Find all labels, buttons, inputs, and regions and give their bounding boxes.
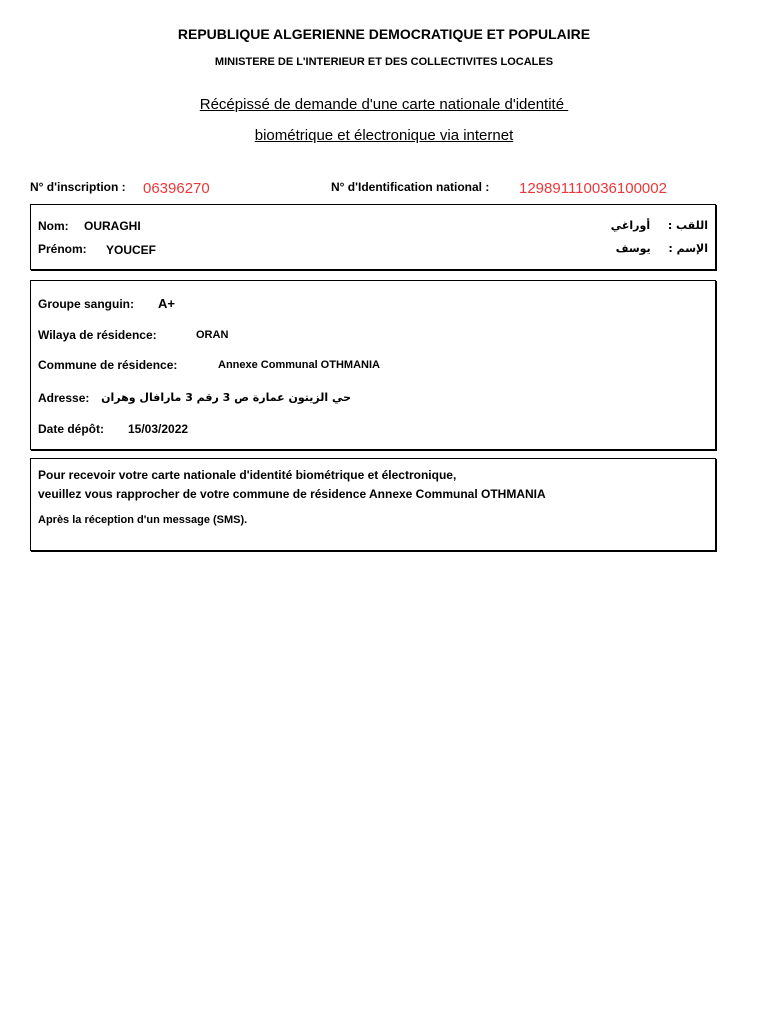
notice-box [30, 458, 716, 551]
prenom-value: YOUCEF [106, 243, 157, 257]
inscription-label: N° d'inscription : [30, 180, 126, 194]
notice-line1: Pour recevoir votre carte nationale d'identité biométrique et électronique, [38, 468, 457, 482]
nom-label: Nom: [38, 219, 69, 233]
notice-line2: veuillez vous rapprocher de votre commune de résidence Annexe Communal OTHMANIA [38, 487, 546, 501]
national-id-number: 129891110036100002 [519, 180, 667, 197]
commune-value: Annexe Communal OTHMANIA [218, 359, 380, 371]
prenom-arabic-line [616, 242, 708, 255]
notice-line3: Après la réception d'un message (SMS). [38, 514, 248, 526]
address-value: حي الزيتون عمارة ص 3 رقم 3 مارافال وهران [101, 391, 351, 404]
nom-arabic-value: أوراغي [610, 219, 651, 232]
address-label: Adresse: [38, 391, 90, 405]
prenom-label: Prénom: [38, 242, 87, 256]
ministry-heading: MINISTERE DE L'INTERIEUR ET DES COLLECTIVITES LOCALES [214, 56, 554, 68]
date-value: 15/03/2022 [128, 422, 189, 436]
commune-label: Commune de résidence: [38, 358, 178, 372]
nom-arabic-label: اللقب : [667, 219, 708, 232]
wilaya-value: ORAN [196, 329, 229, 341]
document-title-line1: Récépissé de demande d'une carte nationale d'identité [199, 96, 569, 113]
identity-box [30, 204, 716, 270]
prenom-arabic-label: الإسم : [668, 242, 708, 255]
wilaya-label: Wilaya de résidence: [38, 328, 157, 342]
inscription-number: 06396270 [143, 180, 210, 197]
republic-heading: REPUBLIQUE ALGERIENNE DEMOCRATIQUE ET POPULAIRE [177, 26, 591, 42]
document-title-line2: biométrique et électronique via internet [254, 127, 514, 144]
date-label: Date dépôt: [38, 422, 104, 436]
details-box [30, 280, 716, 450]
nom-arabic-line [611, 219, 708, 232]
national-id-label: N° d'Identification national : [331, 180, 490, 194]
blood-group-label: Groupe sanguin: [38, 297, 134, 311]
blood-group-value: A+ [158, 296, 175, 311]
nom-value: OURAGHI [84, 219, 141, 233]
prenom-arabic-value: يوسف [615, 242, 651, 255]
